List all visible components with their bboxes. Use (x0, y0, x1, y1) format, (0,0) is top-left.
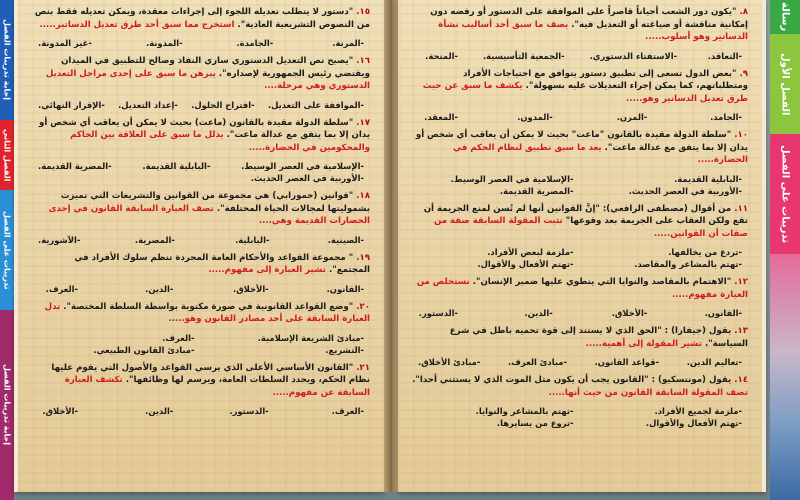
answer-option[interactable]: -العرف. (45, 283, 79, 294)
left-page (14, 0, 384, 492)
question-number: ١٧. (356, 117, 370, 128)
answer-option[interactable]: -تردع من يخالفها. (668, 247, 742, 257)
answer-option[interactable]: -تروع من يسايرها. (496, 418, 574, 428)
question-number: ١١. (734, 203, 748, 214)
answer-option[interactable]: -مبادئ القانون الطبيعي. (93, 344, 195, 355)
question-prompt: تشير المقولة إلى أهمية..... (585, 338, 702, 349)
answer-option[interactable]: -المصرية القديمة. (38, 161, 112, 171)
answer-options (412, 243, 748, 276)
answer-option[interactable]: -القانون. (704, 308, 742, 318)
right-page-content (412, 6, 748, 486)
answer-options (412, 402, 748, 435)
answer-option[interactable]: -الصينية. (327, 234, 364, 245)
answer-option[interactable]: -الموافقة على التعديل. (267, 99, 364, 110)
right-tabs (770, 0, 800, 500)
question-number: ١٩. (356, 252, 370, 263)
question-5 (412, 276, 748, 301)
question-prompt: استخرج مما سبق أحد طرق تعديل الدساتير..... (39, 19, 235, 30)
right-tab-3[interactable] (770, 134, 800, 254)
question-4 (32, 190, 370, 228)
answer-option[interactable]: -تهتم الأفعال والأقوال. (477, 259, 574, 269)
question-5 (32, 252, 370, 277)
answer-options (412, 170, 748, 203)
answer-option[interactable]: -الدين. (524, 308, 553, 318)
answer-options (32, 34, 370, 55)
answer-option[interactable]: -الأوربية في العصر الحديث. (250, 173, 364, 183)
answer-option[interactable]: -الجامدة. (236, 38, 274, 48)
question-6 (412, 325, 748, 350)
right-tab-1[interactable] (770, 0, 800, 34)
answer-option[interactable]: -اقتراح الحلول. (191, 99, 255, 110)
right-tab-label: رسالة (779, 2, 791, 32)
answer-option[interactable]: -تعاليم الدين. (686, 357, 742, 367)
answer-option[interactable]: -البابلية القديمة. (142, 161, 211, 171)
answer-options (32, 96, 370, 117)
answer-options (32, 157, 370, 190)
left-tab-1[interactable] (0, 0, 14, 120)
left-tab-label: إجابة تدريبات الفصل (2, 364, 12, 446)
left-tab-label: إجابة تدريبات الفصل (2, 19, 12, 101)
right-tab-4[interactable] (770, 254, 800, 500)
question-number: ٢٠. (356, 301, 370, 312)
book-gutter (384, 0, 398, 492)
question-text: "قوانين (حمورابي) هي مجموعة من القوانين والتشريعات التي تميزت بشموليتها لمجالات الحياة المختلفة". (60, 191, 370, 214)
question-number: ١٤. (734, 375, 748, 385)
question-number: ١٢. (734, 277, 748, 287)
answer-options (412, 304, 748, 325)
answer-option[interactable]: -الأوربية في العصر الحديث. (628, 185, 742, 196)
question-number: ١٥. (356, 7, 370, 17)
answer-option[interactable]: -البابلية القديمة. (674, 173, 742, 184)
answer-option[interactable]: -المدون. (517, 112, 553, 122)
question-prompt: تكشف العبارة السابقة عن مفهوم..... (64, 375, 370, 398)
answer-option[interactable]: -مبادئ العرف. (507, 357, 567, 367)
answer-option[interactable]: -البابلية. (235, 234, 270, 245)
question-7 (32, 362, 370, 400)
right-page (398, 0, 766, 492)
answer-option[interactable]: -الدين. (145, 406, 174, 416)
answer-option[interactable]: -الآشورية. (38, 234, 81, 245)
answer-option[interactable]: -المنحة. (425, 50, 458, 61)
answer-option[interactable]: -إعداد التعديل. (118, 99, 178, 110)
answer-option[interactable]: -تهتم بالمشاعر والنوايا. (475, 406, 574, 416)
answer-option[interactable]: -العرف. (162, 332, 195, 343)
question-text: "يكون دور الشعب أحياناً قاصراً على الموافقة على الدستور أو رفضه دون إمكانية مناقشة أو صياغته أو التعديل فيه". (430, 7, 748, 30)
question-1 (32, 6, 370, 31)
question-text: من أقوال (مصطفى الرافعي): "إنَّ القوانين أنها لم تُسن لمنع الجريمة أن تقع ولكن العقاب على الجريمة بعد وقوعها" (423, 203, 748, 226)
question-text: يقول (جيفارا) : "الحق الذي لا يستند إلى قوة تحميه باطل في شرع السياسة". (449, 326, 748, 349)
answer-options (32, 231, 370, 252)
question-text: يقول (مونتسكيو) : "القانون يجب أن يكون مثل الموت الذي لا يستثني أحدا". (412, 375, 732, 385)
question-number: ١٨. (356, 191, 370, 201)
answer-option[interactable]: -المعقد. (424, 112, 459, 122)
answer-option[interactable]: -الدين. (145, 283, 174, 294)
question-text: "وضع القواعد القانونية في صورة مكتوبة بواسطة السلطة المختصة". (63, 301, 354, 312)
answer-option[interactable]: -العرف. (331, 406, 364, 416)
question-3 (32, 117, 370, 155)
question-prompt: تثبت المقولة السابقة صفة من صفات أن القوانين..... (433, 216, 748, 239)
answer-option[interactable]: -الأخلاق. (611, 308, 648, 318)
question-number: ١٦. (356, 56, 370, 66)
answer-option[interactable]: -ملزمة لبعض الأفراد. (487, 247, 574, 257)
question-number: ٨. (739, 7, 748, 17)
question-text: "بعض الدول تسعى إلى تطبيق دستور يتوافق مع احتياجات الأفراد ومتطلباتهم، كما يمكن إجراء التعديلات عليه بسهولة". (463, 68, 748, 91)
question-prompt: تشير العبارة إلى مفهوم..... (208, 265, 326, 275)
left-tab-2[interactable] (0, 120, 14, 190)
question-prompt: يدلل ما سبق على العلاقة بين الحاكم والمحكومين في الحضارة..... (70, 130, 370, 153)
left-page-content (32, 6, 370, 486)
question-prompt: تدل العبارة السابقة على أحد مصادر القانون وهو..... (44, 301, 370, 324)
question-prompt: يبرهن ما سبق على إحدى مراحل التعديل الدستوري وهي مرحلة.... (45, 68, 370, 91)
answer-option[interactable]: -الأخلاق. (42, 406, 79, 416)
answer-options (412, 108, 748, 129)
answer-option[interactable]: -المصرية. (134, 234, 175, 245)
answer-option[interactable]: -مبادئ الشريعة الإسلامية. (257, 332, 364, 343)
answer-option[interactable]: -مبادئ الأخلاق. (418, 357, 481, 367)
answer-option[interactable]: -المدونة. (146, 38, 183, 48)
question-text: "سلطة الدولة مقيدة بالقانون (ماعت) بحيث لا يمكن أن يعاقب أي شخص أو يدان إلا بما يتفق مع عدالة ماعت". (39, 117, 370, 140)
answer-option[interactable]: -التعاقد. (707, 50, 742, 61)
answer-option[interactable]: -غير المدونة. (38, 38, 92, 48)
left-tab-3[interactable] (0, 190, 14, 310)
answer-option[interactable]: -ملزمة لجميع الأفراد. (654, 406, 742, 416)
question-number: ٩. (739, 68, 748, 79)
answer-options (412, 353, 748, 374)
question-prompt: تصف المقولة السابقة القانون من حيث أنها..... (548, 387, 748, 398)
question-text: "دستور لا يتطلب تعديله اللجوء إلى إجراءات معقدة، ويمكن تعديله فقط بنص من النصوص التشريعية العادية". (34, 7, 370, 30)
right-tab-label: الفصل الأول (779, 52, 791, 116)
answer-option[interactable]: -الدستور. (229, 406, 269, 416)
question-1 (412, 6, 748, 44)
answer-option[interactable]: -الدستور. (418, 308, 459, 318)
answer-options (32, 280, 370, 301)
question-text: "الاهتمام بالمقاصد والنوايا التي ينطوي عليها ضمير الإنسان". (472, 277, 732, 287)
answer-options (412, 47, 748, 68)
answer-option[interactable]: -المرنة. (332, 38, 364, 48)
question-number: ١٠. (734, 130, 748, 140)
answer-options (32, 402, 370, 423)
answer-option[interactable]: -الجامد. (710, 112, 742, 122)
question-3 (412, 129, 748, 167)
answer-option[interactable]: -الإسلامية في العصر الوسيط. (450, 173, 574, 184)
question-4 (412, 203, 748, 241)
question-6 (32, 301, 370, 326)
question-prompt: يعد ما سبق تطبيق لنظام الحكم في الحضارة..... (453, 142, 748, 165)
question-2 (32, 55, 370, 93)
question-text: "القانون الأساسي الأعلى الذي يرسي القواعد والأصول التي يقوم عليها نظام الحكم، ويحدد السلطات العامة، ويرسم لها وظائفها". (51, 362, 370, 385)
answer-option[interactable]: -الاستفتاء الدستوري. (589, 50, 678, 61)
question-text: "سلطة الدولة مقيدة بالقانون "ماعت" بحيث لا يمكن أن يعاقب أي شخص أو يدان إلا بما يتفق مع عدالة ماعت". (415, 130, 748, 153)
question-2 (412, 68, 748, 106)
answer-option[interactable]: -الإقرار النهائي. (38, 99, 105, 110)
question-number: ٢١. (356, 362, 370, 373)
answer-option[interactable]: -الجمعية التأسيسية. (482, 50, 565, 61)
answer-options (32, 329, 370, 362)
question-number: ١٣. (734, 326, 748, 336)
question-prompt: نستخلص من العبارة مفهوم..... (416, 277, 748, 300)
question-text: "يصبح نص التعديل الدستوري ساري النفاذ وصالح للتطبيق في الميدان ويقتضي رئيس الجمهورية لإصداره". (61, 56, 370, 79)
question-prompt: يكشف ما سبق عن حيث طرق تعديل الدساتير وهو..... (422, 81, 748, 104)
left-tab-label: الفصل الثاني (2, 128, 12, 182)
left-tab-label: تدريبات على الفصل (2, 210, 12, 290)
answer-option[interactable]: -تهتم بالمشاعر والمقاصد. (634, 259, 742, 269)
answer-option[interactable]: -القانون. (326, 283, 364, 294)
question-7 (412, 374, 748, 399)
answer-option[interactable]: -التشريع. (325, 344, 364, 355)
answer-option[interactable]: -تهتم الأفعال والأقوال. (645, 418, 742, 428)
question-text: " مجموعة القواعد والأحكام العامة المجردة تنظم سلوك الأفراد في المجتمع". (74, 252, 370, 275)
answer-option[interactable]: -الأخلاق. (233, 283, 269, 294)
left-tabs (0, 0, 14, 500)
right-tab-label: تدريبات على الفصل (779, 144, 791, 244)
question-prompt: يصف ما سبق أحد أساليب نشأة الدساتير وهو أسلوب..... (438, 19, 748, 42)
answer-option[interactable]: -المصرية القديمة. (499, 185, 574, 196)
answer-option[interactable]: -الإسلامية في العصر الوسيط. (241, 161, 364, 171)
left-tab-4[interactable] (0, 310, 14, 500)
answer-option[interactable]: -المرن. (616, 112, 648, 122)
right-tab-2[interactable] (770, 34, 800, 134)
question-prompt: تصف العبارة السابقة القانون في إحدى الحضارات القديمة وهي.... (48, 203, 370, 226)
answer-option[interactable]: -قواعد القانون. (594, 357, 660, 367)
